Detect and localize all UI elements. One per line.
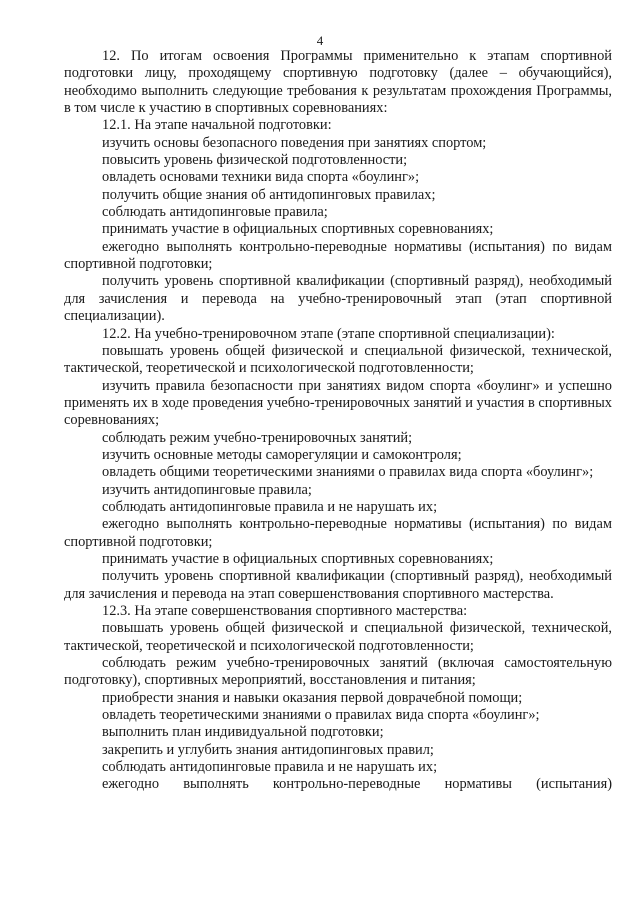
list-item: получить уровень спортивной квалификации (спортивный разряд), необходимый для зачисления и перевода на этап совершенствования спортивного мастерства. [64, 568, 612, 602]
list-item: принимать участие в официальных спортивных соревнованиях; [102, 221, 494, 238]
list-item: соблюдать режим учебно-тренировочных занятий (включая самостоятельную подготовку), спортивных мероприятий, восстановления и питания; [64, 655, 612, 689]
list-item: принимать участие в официальных спортивных соревнованиях; [102, 550, 494, 567]
list-item: изучить антидопинговые правила; [102, 481, 312, 498]
list-item: изучить основы безопасного поведения при занятиях спортом; [102, 134, 487, 151]
list-item: получить общие знания об антидопинговых правилах; [102, 186, 436, 203]
list-item: повышать уровень общей физической и специальной физической, технической, тактической, теоретической и психологической подготовленности; [64, 620, 612, 654]
list-item: закрепить и углубить знания антидопинговых правил; [102, 741, 434, 758]
list-item: получить уровень спортивной квалификации (спортивный разряд), необходимый для зачисления и перевода на учебно-тренировочный этап (этап спортивной специализации). [64, 273, 612, 325]
list-item: овладеть основами техники вида спорта «боулинг»; [102, 169, 420, 186]
page-number: 4 [316, 33, 324, 48]
list-item: овладеть теоретическими знаниями о правилах вида спорта «боулинг»; [102, 707, 540, 724]
list-item: ежегодно выполнять контрольно-переводные нормативы (испытания) по видам спортивной подготовки; [64, 238, 612, 273]
list-item: повысить уровень физической подготовленности; [102, 152, 408, 169]
paragraph-12-intro: 12. По итогам освоения Программы применительно к этапам спортивной подготовки лицу, проходящему спортивную подготовку (далее – обучающийся), необходимо выполнить следующие требования к результатам прохождения Программы, в том числе к участию в спортивных соревнованиях: [64, 48, 612, 117]
list-item: изучить основные методы саморегуляции и самоконтроля; [102, 446, 462, 463]
list-item: повышать уровень общей физической и специальной физической, технической, тактической, теоретической и психологической подготовленности; [64, 342, 612, 377]
section-heading-12-2: 12.2. На учебно-тренировочном этапе (этапе спортивной специализации): [102, 325, 555, 342]
section-heading-12-1: 12.1. На этапе начальной подготовки: [102, 117, 332, 134]
list-item: соблюдать режим учебно-тренировочных занятий; [102, 429, 413, 446]
section-heading-12-3: 12.3. На этапе совершенствования спортивного мастерства: [102, 603, 468, 619]
list-item: овладеть общими теоретическими знаниями о правилах вида спорта «боулинг»; [102, 464, 594, 481]
list-item: изучить правила безопасности при занятиях видом спорта «боулинг» и успешно применять их в ходе проведения учебно-тренировочных занятий и участия в спортивных соревнованиях; [64, 377, 612, 429]
list-item: соблюдать антидопинговые правила и не нарушать их; [102, 498, 438, 515]
list-item: соблюдать антидопинговые правила; [102, 204, 328, 221]
list-item: приобрести знания и навыки оказания первой доврачебной помощи; [102, 689, 523, 706]
document-body [64, 48, 612, 794]
list-item-last: ежегодно выполнять контрольно-переводные нормативы (испытания) [102, 776, 612, 793]
list-item: выполнить план индивидуальной подготовки; [102, 724, 384, 741]
list-item: ежегодно выполнять контрольно-переводные нормативы (испытания) по видам спортивной подготовки; [64, 516, 612, 550]
list-item: соблюдать антидопинговые правила и не нарушать их; [102, 759, 438, 776]
